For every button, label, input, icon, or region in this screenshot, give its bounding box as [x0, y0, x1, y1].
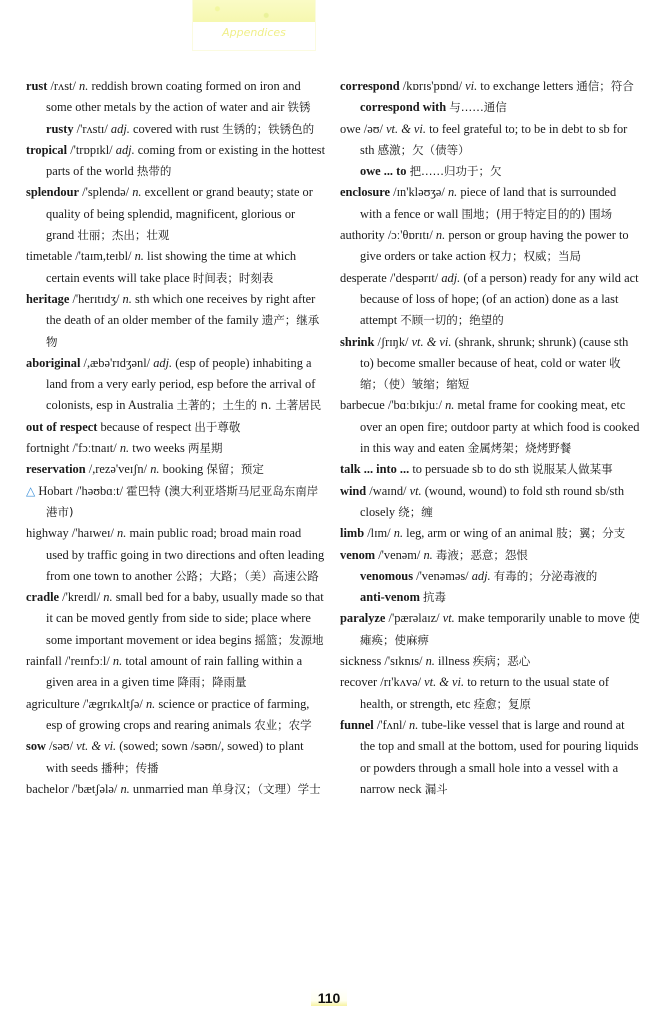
- section-header: [192, 0, 316, 51]
- definition: unmarried man: [132, 781, 209, 796]
- glossary-entry: [26, 140, 326, 183]
- chinese-translation: 说服某人做某事: [532, 462, 613, 477]
- glossary-entry: [26, 119, 326, 140]
- chinese-translation: 疾病；恶心: [472, 654, 531, 669]
- part-of-speech: adj.: [471, 568, 491, 583]
- definition: (sowed; sown /səʊn/, sowed) to plant with seeds: [46, 739, 304, 775]
- headword: owe ... to: [360, 164, 407, 179]
- definition: coming from or existing in the hottest parts of the world: [46, 142, 326, 179]
- glossary-entry: [340, 523, 640, 544]
- part-of-speech: n.: [120, 781, 130, 796]
- definition: science or practice of farming, esp of growing crops and rearing animals: [46, 696, 310, 732]
- chinese-translation: 漏斗: [424, 781, 448, 796]
- headword: correspond: [340, 79, 400, 93]
- definition: illness: [437, 654, 470, 669]
- pronunciation: /ɔː'θɒrɪtɪ/: [387, 228, 433, 243]
- part-of-speech: n.: [103, 590, 113, 605]
- part-of-speech: n.: [445, 398, 455, 413]
- pronunciation: /lɪm/: [367, 526, 391, 541]
- headword: authority: [340, 228, 385, 243]
- headword: funnel: [340, 717, 374, 732]
- headword: venom: [340, 547, 376, 562]
- pronunciation: /ɪn'kləʊʒə/: [393, 185, 445, 200]
- chinese-translation: 两星期: [187, 441, 223, 456]
- pronunciation: /'sɪknɪs/: [384, 654, 423, 669]
- glossary-entry: [340, 481, 640, 524]
- pronunciation: /'herɪtɪdʒ/: [72, 291, 120, 306]
- pronunciation: /'despərɪt/: [389, 270, 439, 285]
- glossary-entry: [26, 779, 326, 800]
- chinese-translation: 壮丽；杰出；壮观: [77, 228, 170, 243]
- glossary-entry: [26, 651, 326, 694]
- pronunciation: /ʃrɪŋk/: [377, 334, 409, 349]
- headword: rainfall: [26, 654, 62, 669]
- definition: to persuade sb to do sth: [412, 462, 529, 477]
- glossary-entry: [340, 161, 640, 182]
- chinese-translation: 毒液；恶意；怨恨: [435, 547, 528, 562]
- chinese-translation: 生锈的；铁锈色的: [222, 121, 315, 136]
- definition: (of a person) ready for any wild act because of loss of hope; (of an action) done as a last attempt: [360, 270, 639, 328]
- headword: barbecue: [340, 398, 385, 413]
- headword: fortnight: [26, 441, 70, 456]
- headword: owe: [340, 121, 361, 136]
- headword: venomous: [360, 568, 414, 583]
- definition: reddish brown coating formed on iron and some other metals by the action of water and air: [46, 79, 301, 115]
- headword: out of respect: [26, 419, 98, 434]
- headword: anti-venom: [360, 590, 420, 605]
- header-banner-decoration: [193, 0, 315, 22]
- headword: limb: [340, 526, 365, 541]
- chinese-translation: 围地；(用于特定目的的) 围场: [461, 206, 613, 221]
- headword: sow: [26, 739, 46, 754]
- glossary-entry: [26, 182, 326, 246]
- definition: booking: [162, 462, 204, 477]
- definition: excellent or grand beauty; state or quality of being splendid, magnificent, glorious or grand: [46, 185, 313, 243]
- definition: leg, arm or wing of an animal: [406, 526, 554, 541]
- glossary-entry: [26, 694, 326, 737]
- part-of-speech: n.: [132, 185, 142, 200]
- pronunciation: /,rezə'veɪʃn/: [88, 462, 148, 477]
- glossary-entry: [340, 545, 640, 566]
- glossary-entry: [340, 332, 640, 396]
- glossary-entry: [26, 76, 326, 119]
- part-of-speech: n.: [79, 79, 89, 93]
- headword: tropical: [26, 142, 68, 157]
- chinese-translation: 与……通信: [449, 100, 507, 115]
- glossary-entry: [26, 438, 326, 459]
- section-title: Appendices: [222, 26, 286, 39]
- triangle-marker-icon: △: [26, 483, 36, 498]
- pronunciation: /'venəm/: [378, 547, 421, 562]
- glossary-entry: [26, 289, 326, 353]
- pronunciation: /'haɪweɪ/: [71, 526, 114, 541]
- definition: to exchange letters: [480, 79, 574, 93]
- definition: sth which one receives by right after the death of an older member of the family: [46, 291, 316, 328]
- part-of-speech: n.: [122, 291, 132, 306]
- pronunciation: /əʊ/: [363, 121, 383, 136]
- chinese-translation: 土著的；土生的 n. 土著居民: [176, 398, 322, 413]
- definition: (esp of people) inhabiting a land from a very early period, esp before the arrival of colonists, esp in Australia: [46, 355, 316, 413]
- part-of-speech: n.: [425, 654, 435, 669]
- headword: shrink: [340, 334, 375, 349]
- chinese-translation: 权力；权威；当局: [489, 249, 582, 264]
- glossary-entry: [26, 481, 326, 524]
- definition: to return to the usual state of health, or strength, etc: [360, 675, 609, 711]
- headword: recover: [340, 675, 378, 690]
- pronunciation: /kɒrɪs'pɒnd/: [402, 79, 463, 93]
- chinese-translation: 有毒的；分泌毒液的: [493, 568, 598, 583]
- chinese-translation: 出于尊敬: [194, 419, 241, 434]
- definition: metal frame for cooking meat, etc over an open fire; outdoor party at which food is cooked in this way and eaten: [360, 398, 640, 456]
- part-of-speech: n.: [150, 462, 160, 477]
- chinese-translation: 播种；传播: [101, 760, 159, 775]
- definition: piece of land that is surrounded with a fence or wall: [360, 185, 617, 221]
- part-of-speech: vt. & vi.: [386, 121, 426, 136]
- pronunciation: /'bætʃələ/: [71, 781, 118, 796]
- chinese-translation: 公路；大路；（美）高速公路: [175, 568, 319, 583]
- definition: person or group having the power to give orders or take action: [360, 228, 629, 264]
- part-of-speech: adj.: [115, 142, 135, 157]
- headword: highway: [26, 526, 69, 541]
- glossary-entry: [340, 608, 640, 651]
- pronunciation: /səʊ/: [49, 739, 74, 754]
- glossary-entry: [340, 459, 640, 480]
- definition: tube-like vessel that is large and round at the top and small at the bottom, used for pouring liquids or powders through a small hole into a vessel with a narrow neck: [360, 717, 639, 796]
- glossary-entry: [340, 76, 640, 97]
- chinese-translation: 收缩；（使）皱缩；缩短: [360, 355, 621, 392]
- pronunciation: /,æbə'rɪdʒənl/: [83, 355, 151, 370]
- chinese-translation: 通信；符合: [576, 79, 634, 93]
- pronunciation: /'trɒpɪkl/: [70, 142, 113, 157]
- part-of-speech: adj.: [110, 121, 130, 136]
- chinese-translation: 降雨；降雨量: [177, 675, 247, 690]
- chinese-translation: 保留；预定: [206, 462, 264, 477]
- headword: agriculture: [26, 696, 80, 711]
- headword: rust: [26, 79, 48, 93]
- part-of-speech: n.: [134, 249, 144, 264]
- glossary-column-left: [26, 76, 326, 800]
- chinese-translation: 单身汉；（文理）学士: [211, 781, 321, 796]
- chinese-translation: 热带的: [136, 164, 172, 179]
- definition: to feel grateful to; to be in debt to sb for sth: [360, 121, 628, 157]
- glossary-entry: [26, 736, 326, 779]
- glossary-entry: [340, 225, 640, 268]
- headword: talk ... into ...: [340, 462, 410, 477]
- pronunciation: /rɪ'kʌvə/: [380, 675, 422, 690]
- part-of-speech: vi.: [465, 79, 478, 93]
- pronunciation: /'pærəlaɪz/: [388, 611, 440, 626]
- chinese-translation: 使瘫痪；使麻痹: [360, 611, 640, 647]
- part-of-speech: vt. & vi.: [424, 675, 465, 690]
- part-of-speech: n.: [145, 696, 156, 711]
- headword: enclosure: [340, 185, 391, 200]
- headword: heritage: [26, 291, 70, 306]
- chinese-translation: 遗产；继承物: [46, 313, 320, 349]
- part-of-speech: n.: [435, 228, 446, 243]
- glossary-entry: [26, 246, 326, 289]
- definition: main public road; broad main road used by traffic going in two directions and often leading from one town to another: [46, 526, 325, 583]
- page-number: 110: [311, 988, 347, 1006]
- pronunciation: /waɪnd/: [369, 483, 407, 498]
- chinese-translation: 抗毒: [423, 590, 446, 605]
- chinese-translation: 不顾一切的；绝望的: [400, 313, 504, 328]
- headword: aboriginal: [26, 355, 81, 370]
- glossary-entry: [340, 672, 640, 715]
- part-of-speech: n.: [447, 185, 458, 200]
- glossary-entry: [340, 268, 640, 332]
- definition: small bed for a baby, usually made so that it can be moved gently from side to side; place where some important movement or idea begins: [46, 590, 324, 647]
- glossary-entry: [26, 459, 326, 480]
- part-of-speech: n.: [409, 717, 419, 732]
- glossary-entry: [26, 523, 326, 587]
- pronunciation: /'kreɪdl/: [62, 590, 101, 605]
- chinese-translation: 肢；翼；分支: [556, 526, 626, 541]
- chinese-translation: 时间表；时刻表: [192, 270, 274, 285]
- pronunciation: /'taɪm,teɪbl/: [75, 249, 132, 264]
- part-of-speech: n.: [393, 526, 404, 541]
- headword: splendour: [26, 185, 80, 200]
- headword: sickness: [340, 654, 382, 669]
- headword: desperate: [340, 270, 387, 285]
- definition: list showing the time at which certain events will take place: [46, 249, 297, 285]
- headword: correspond with: [360, 100, 447, 115]
- pronunciation: /rʌst/: [50, 79, 76, 93]
- glossary-entry: [340, 395, 640, 459]
- glossary-entry: [340, 715, 640, 800]
- glossary-entry: [340, 119, 640, 162]
- pronunciation: /'fʌnl/: [376, 717, 406, 732]
- glossary-entry: [340, 587, 640, 608]
- pronunciation: /'splendə/: [82, 185, 130, 200]
- glossary-entry: [26, 353, 326, 417]
- headword: bachelor: [26, 781, 69, 796]
- glossary-entry: [26, 587, 326, 651]
- definition: two weeks: [132, 441, 185, 456]
- part-of-speech: adj.: [153, 355, 173, 370]
- glossary-entry: [340, 651, 640, 672]
- pronunciation: /'həʊbɑːt/: [75, 483, 124, 498]
- definition: (shrank, shrunk; shrunk) (cause sth to) become smaller because of heat, cold or water: [360, 334, 629, 370]
- glossary-column-right: [340, 76, 640, 800]
- headword: wind: [340, 483, 367, 498]
- glossary-entry: [26, 417, 326, 438]
- part-of-speech: vt. & vi.: [76, 739, 117, 754]
- part-of-speech: n.: [117, 526, 127, 541]
- chinese-translation: 感激；欠（债等）: [377, 142, 470, 157]
- definition: (wound, wound) to fold sth round sb/sth closely: [360, 483, 625, 519]
- headword: rusty: [46, 121, 74, 136]
- definition: because of respect: [100, 419, 192, 434]
- part-of-speech: vt. & vi.: [411, 334, 452, 349]
- chinese-translation: 金属烤架；烧烤野餐: [467, 441, 572, 456]
- chinese-translation: 把……归功于；欠: [409, 164, 502, 179]
- headword: timetable: [26, 249, 73, 264]
- chinese-translation: 绕；缠: [398, 504, 433, 519]
- pronunciation: /'rʌstɪ/: [76, 121, 108, 136]
- part-of-speech: vt.: [409, 483, 422, 498]
- definition: covered with rust: [132, 121, 219, 136]
- part-of-speech: n.: [423, 547, 433, 562]
- glossary-entry: [340, 566, 640, 587]
- pronunciation: /'ægrɪkʌltʃə/: [82, 696, 143, 711]
- pronunciation: /'venəməs/: [416, 568, 469, 583]
- chinese-translation: 痊愈；复原: [473, 696, 532, 711]
- headword: paralyze: [340, 611, 386, 626]
- chinese-translation: 摇篮；发源地: [254, 632, 324, 647]
- pronunciation: /'bɑːbɪkjuː/: [387, 398, 442, 413]
- glossary-entry: [340, 97, 640, 118]
- chinese-translation: 铁锈: [287, 100, 311, 115]
- chinese-translation: 霍巴特 (澳大利亚塔斯马尼亚岛东南岸港市): [46, 483, 319, 519]
- pronunciation: /'fɔːtnaɪt/: [72, 441, 117, 456]
- chinese-translation: 农业；农学: [254, 717, 312, 732]
- definition: total amount of rain falling within a given area in a given time: [46, 654, 303, 690]
- part-of-speech: n.: [112, 654, 123, 669]
- headword: cradle: [26, 590, 60, 605]
- pronunciation: /'reɪnfɔːl/: [64, 654, 110, 669]
- glossary-entry: [340, 182, 640, 225]
- part-of-speech: vt.: [442, 611, 455, 626]
- part-of-speech: n.: [119, 441, 130, 456]
- headword: reservation: [26, 462, 86, 477]
- headword: Hobart: [38, 483, 73, 498]
- part-of-speech: adj.: [441, 270, 461, 285]
- definition: make temporarily unable to move: [457, 611, 626, 626]
